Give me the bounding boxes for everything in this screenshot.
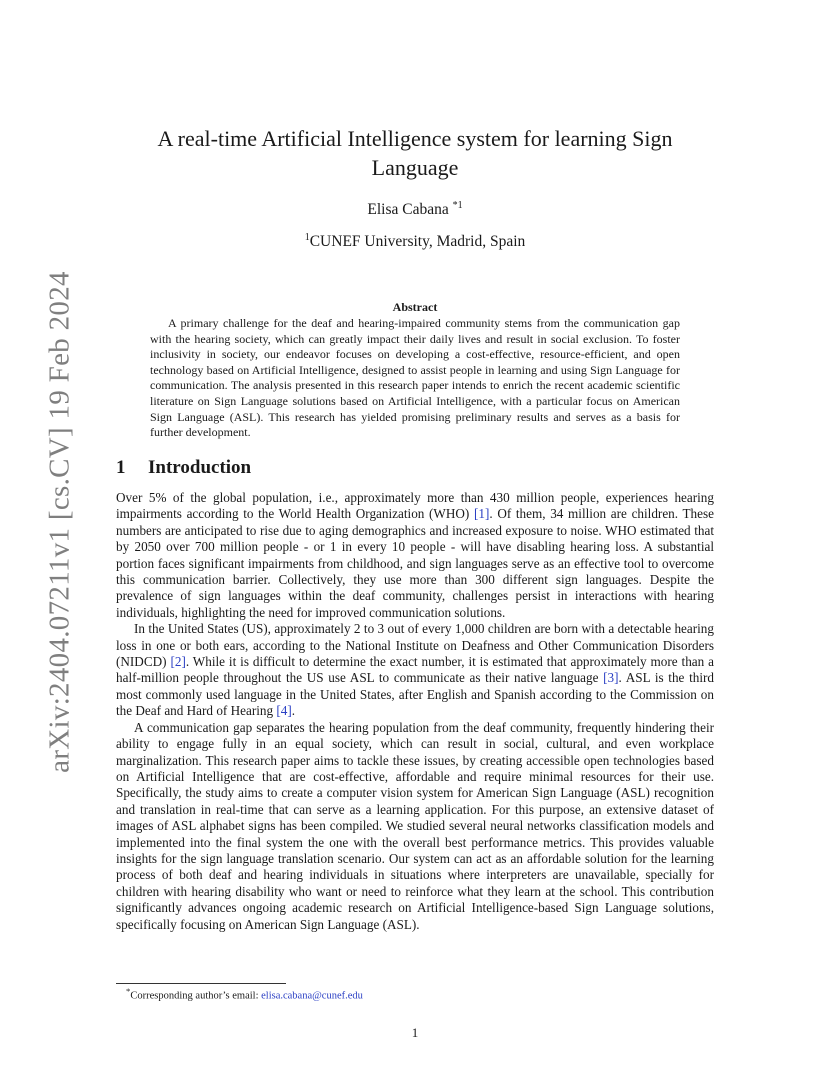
citation-link-3[interactable]: [3] (603, 670, 619, 686)
affiliation-text: CUNEF University, Madrid, Spain (309, 233, 526, 251)
paragraph-2-text-b: . While it is difficult to determine the exact number, it is estimated that approximately more than a half-million people throughout the US use ASL to communicate as their native language (116, 654, 714, 686)
footnote-mark: * (126, 986, 131, 996)
paragraph-2-text-d: . (291, 703, 296, 719)
author-line (116, 200, 714, 219)
citation-link-1[interactable]: [1] (473, 506, 490, 522)
author-name: Elisa Cabana (367, 201, 453, 219)
citation-link-4[interactable]: [4] (276, 703, 292, 719)
paragraph-2-text-a: In the United States (US), approximately 2 to 3 out of every 1,000 children are born with a detectable hearing loss in one or both ears, according to the National Institute on Deafness and Other Communication Disorders (NIDCD) (116, 621, 714, 670)
author-mark: *1 (452, 200, 463, 211)
paragraph-2-text-c: . ASL is the third most commonly used language in the United States, after English and Spanish according to the Commission on the Deaf and Hard of Hearing (116, 670, 714, 719)
section-title: Introduction (148, 457, 252, 478)
paragraph-1-text-a: Over 5% of the global population, i.e., approximately more than 430 million people, experiences hearing impairments according to the World Health Organization (WHO) (116, 490, 714, 522)
paragraph-2 (116, 621, 714, 719)
abstract-text: A primary challenge for the deaf and hearing-impaired community stems from the communication gap with the hearing society, which can greatly impact their daily lives and result in social exclusion. To foster inclusivity in society, our endeavor focuses on developing a cost-effective, resource-efficient, and open technology based on Artificial Intelligence, designed to assist people in learning and using Sign Language for communication. The analysis presented in this research paper intends to enrich the recent academic scientific literature on Sign Language solutions based on Artificial Intelligence, with a particular focus on American Sign Language (ASL). This research has yielded promising preliminary results and serves as a basis for further development. (150, 316, 680, 440)
arxiv-identifier-stamp: arXiv:2404.07211v1 [cs.CV] 19 Feb 2024 (43, 271, 76, 773)
footnote (126, 986, 363, 1002)
footnote-divider (116, 983, 286, 984)
paragraph-3: A communication gap separates the hearing population from the deaf community, frequently hindering their ability to engage fully in an equal society, which can result in social, cultural, and even workplace marginalization. This research paper aims to tackle these issues, by creating accessible open technologies based on Artificial Intelligence that are cost-effective, affordable and require minimal resources for their use. Specifically, the study aims to create a computer vision system for American Sign Language (ASL) recognition and translation in real-time that can serve as a learning application. For this purpose, an extensive dataset of images of ASL alphabet signs has been compiled. We studied several neural networks classification models and implemented into the final system the one with the overall best performance metrics. This provides valuable insights for the sign language translation scenario. Our system can act as an affordable solution for the learning process of both deaf and hearing individuals in situations where interpreters are unavailable, specially for children with hearing disability who want or need to reinforce what they learn at the school. This contribution significantly advances ongoing academic research on Artificial Intelligence-based Sign Language solutions, specifically focusing on American Sign Language (ASL). (116, 719, 714, 932)
section-heading (116, 457, 251, 479)
paper-title: A real-time Artificial Intelligence system for learning Sign Language (157, 126, 673, 180)
corresponding-email-link[interactable]: elisa.cabana@cunef.edu (261, 990, 363, 1002)
page-number: 1 (411, 1025, 419, 1040)
paragraph-1-text-b: . Of them, 34 million are children. These numbers are anticipated to rise due to aging demographics and increased exposure to noise. WHO estimated that by 2050 over 700 million people - or 1 in every 10 people - will have disabling hearing loss. A substantial portion faces significant impairments from childhood, and sign languages serve as an effective tool to overcome this communication barrier. Collectively, they use more than 300 different sign languages. Despite the prevalence of sign languages within the deaf community, challenges persist in interactions with hearing individuals, highlighting the need for improved communication solutions. (116, 506, 714, 620)
section-number: 1 (116, 457, 126, 478)
paragraph-1 (116, 490, 714, 621)
affiliation-mark: 1 (304, 232, 310, 243)
citation-link-2[interactable]: [2] (170, 654, 186, 670)
footnote-label: Corresponding author’s email: (130, 990, 262, 1002)
introduction-body (116, 490, 714, 933)
abstract-heading: Abstract (392, 300, 438, 314)
affiliation-line (116, 232, 714, 251)
